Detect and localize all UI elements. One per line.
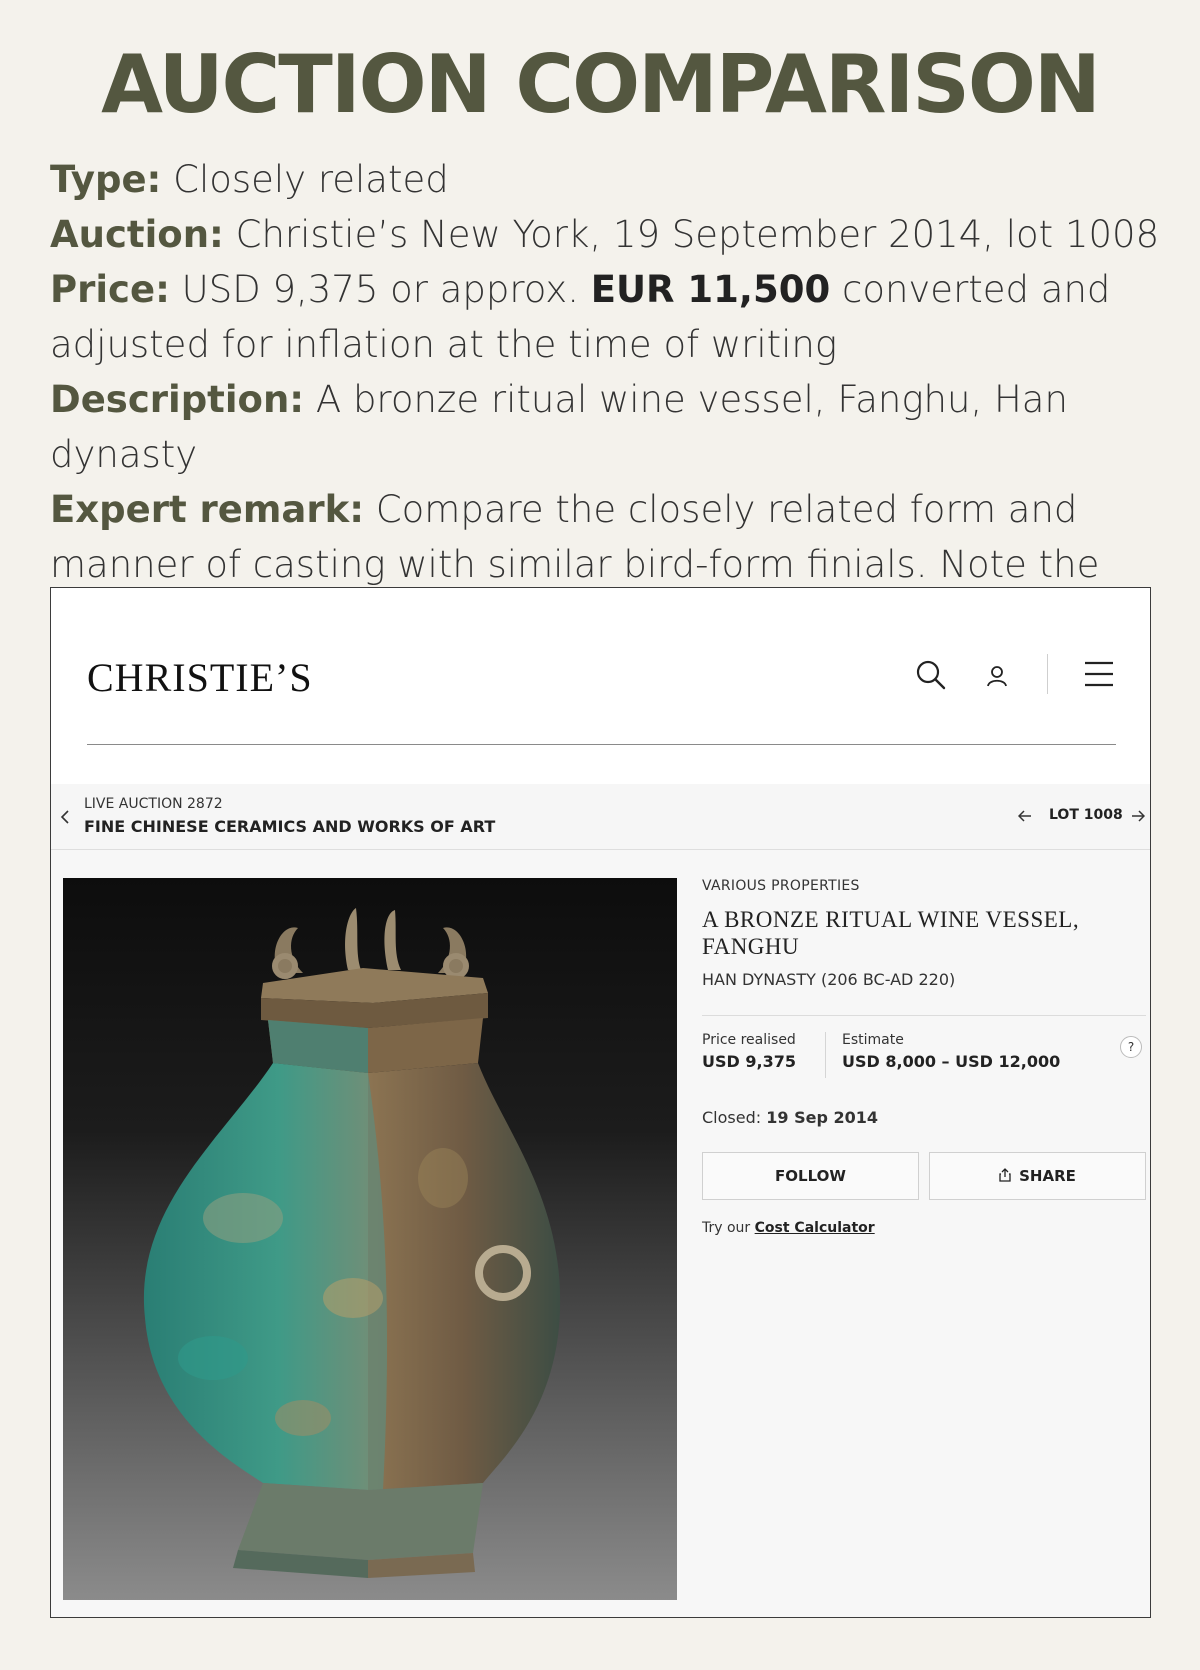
comparison-info — [50, 152, 1170, 647]
follow-label: FOLLOW — [775, 1167, 846, 1185]
type-row — [50, 152, 1170, 207]
header-divider — [87, 744, 1116, 745]
closed-date — [702, 1108, 1146, 1127]
arrow-left-icon[interactable] — [1018, 809, 1032, 823]
lot-period: HAN DYNASTY (206 BC-AD 220) — [702, 970, 956, 989]
price-block — [702, 1032, 1146, 1078]
description-label: Description: — [50, 378, 305, 421]
lot-number: LOT 1008 — [1049, 807, 1123, 823]
auction-value: Christie’s New York, 19 September 2014, lot 1008 — [235, 213, 1160, 256]
price-realised — [702, 1032, 796, 1071]
action-buttons — [702, 1152, 1146, 1200]
description-row — [50, 372, 1170, 482]
lot-content — [51, 850, 1150, 1618]
lot-details — [702, 878, 1146, 1236]
estimate-value: USD 8,000 – USD 12,000 — [842, 1052, 1061, 1071]
menu-icon[interactable] — [1084, 661, 1114, 687]
remark-value: Compare the closely related form and manner of casting with similar bird-form finials. Note the — [50, 488, 1100, 586]
help-icon[interactable]: ? — [1120, 1036, 1142, 1058]
type-label: Type: — [50, 158, 162, 201]
cost-calculator-row — [702, 1220, 1146, 1236]
details-divider — [702, 1015, 1146, 1016]
price-note: converted and adjusted for inflation at the time of writing — [50, 268, 1111, 366]
closed-value: 19 Sep 2014 — [766, 1108, 878, 1127]
christies-logo[interactable]: CHRISTIE’S — [87, 655, 313, 700]
sale-number[interactable]: LIVE AUCTION 2872 — [84, 796, 223, 812]
share-button[interactable] — [929, 1152, 1146, 1200]
description-value: A bronze ritual wine vessel, Fanghu, Han dynasty — [50, 378, 1068, 476]
header-separator — [1047, 654, 1048, 694]
search-icon[interactable] — [916, 660, 946, 690]
chevron-left-icon[interactable] — [59, 809, 71, 825]
christies-screenshot — [50, 587, 1151, 1618]
page-heading: AUCTION COMPARISON — [101, 38, 1099, 131]
remark-label: Expert remark: — [50, 488, 365, 531]
auction-label: Auction: — [50, 213, 224, 256]
price-realised-label: Price realised — [702, 1032, 796, 1048]
price-row — [50, 262, 1170, 372]
estimate — [825, 1032, 1060, 1078]
cost-calculator-link[interactable]: Cost Calculator — [754, 1220, 875, 1236]
calc-prefix: Try our — [702, 1220, 751, 1236]
lot-section: VARIOUS PROPERTIES — [702, 878, 860, 894]
price-value: USD 9,375 or approx. — [181, 268, 579, 311]
price-eur: EUR 11,500 — [590, 268, 831, 311]
closed-label: Closed: — [702, 1108, 762, 1127]
sale-title[interactable]: FINE CHINESE CERAMICS AND WORKS OF ART — [84, 817, 496, 836]
bronze-vessel-image[interactable] — [63, 878, 677, 1600]
price-realised-value: USD 9,375 — [702, 1052, 796, 1071]
share-icon — [999, 1168, 1011, 1182]
lot-title: A BRONZE RITUAL WINE VESSEL, FANGHU — [702, 907, 1080, 959]
sale-bar — [51, 784, 1150, 850]
type-value: Closely related — [173, 158, 449, 201]
site-header — [51, 588, 1150, 784]
share-label: SHARE — [1019, 1167, 1076, 1185]
follow-button[interactable] — [702, 1152, 919, 1200]
arrow-right-icon[interactable] — [1131, 809, 1145, 823]
auction-row — [50, 207, 1170, 262]
price-label: Price: — [50, 268, 170, 311]
estimate-label: Estimate — [842, 1032, 904, 1048]
user-icon[interactable] — [986, 665, 1008, 687]
